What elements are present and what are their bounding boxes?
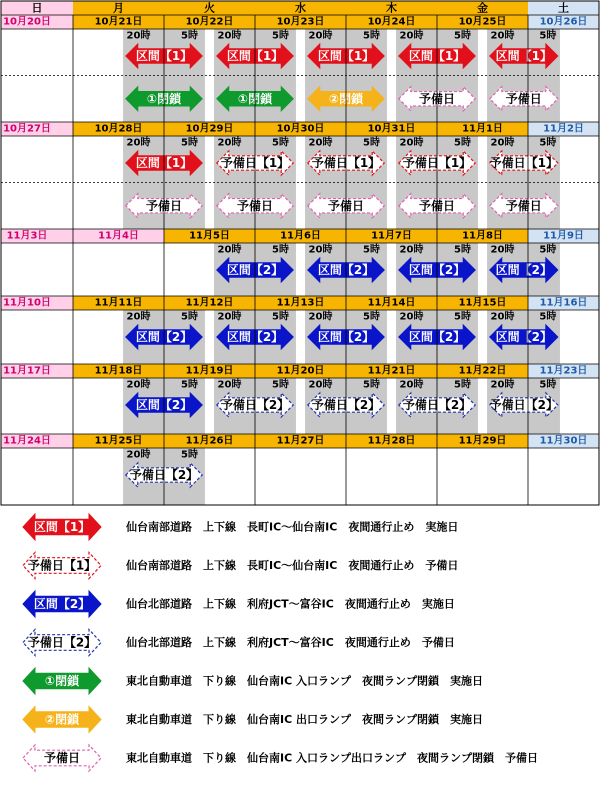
start-time-label: 20時 (399, 137, 424, 149)
weekday-label: 日 (31, 1, 43, 15)
marker-label: ①閉鎖 (237, 91, 273, 106)
start-time-label: 20時 (399, 30, 424, 42)
date-label: 11月23日 (539, 365, 588, 377)
start-time-label: 20時 (490, 30, 515, 42)
legend-description: 東北自動車道 下り線 仙台南IC 入口ランプ出口ランプ 夜間ランプ閉鎖 予備日 (126, 751, 538, 765)
legend-row (23, 630, 455, 656)
legend (23, 514, 538, 771)
marker-label: 区間【2】 (495, 330, 552, 344)
date-label: 11月16日 (539, 297, 588, 309)
date-label: 10月22日 (185, 16, 234, 28)
end-time-label: 5時 (271, 311, 289, 323)
start-time-label: 20時 (399, 244, 424, 256)
end-time-label: 5時 (362, 244, 380, 256)
marker-label: 予備日【2】 (129, 468, 199, 482)
legend-row (23, 668, 483, 694)
start-time-label: 20時 (308, 379, 333, 391)
start-time-label: 20時 (308, 244, 333, 256)
legend-row (23, 514, 458, 540)
end-time-label: 5時 (453, 379, 471, 391)
date-label: 11月11日 (94, 297, 143, 309)
legend-description: 仙台南部道路 上下線 長町IC～仙台南IC 夜間通行止め 実施日 (126, 520, 459, 534)
week-block (1, 296, 599, 365)
date-label: 10月28日 (94, 123, 143, 135)
week-block (1, 15, 599, 123)
legend-row (23, 745, 538, 771)
date-label: 11月22日 (458, 365, 507, 377)
start-time-label: 20時 (126, 449, 151, 461)
marker-label: 予備日【1】 (489, 156, 558, 170)
marker-label: 区間【2】 (317, 330, 375, 344)
end-time-label: 5時 (362, 137, 380, 149)
marker-label: ①閉鎖 (44, 674, 80, 688)
date-label: 11月18日 (94, 365, 143, 377)
date-label: 11月13日 (276, 297, 325, 309)
end-time-label: 5時 (271, 30, 289, 42)
marker-label: 予備日【2】 (489, 398, 558, 412)
start-time-label: 20時 (217, 244, 242, 256)
date-label: 11月29日 (458, 435, 507, 447)
end-time-label: 5時 (180, 449, 198, 461)
start-time-label: 20時 (490, 244, 515, 256)
week-block (1, 434, 599, 506)
start-time-label: 20時 (217, 30, 242, 42)
legend-row (23, 591, 455, 617)
start-time-label: 20時 (490, 379, 515, 391)
weekday-label: 金 (477, 1, 488, 15)
date-label: 11月5日 (189, 230, 230, 242)
date-label: 11月24日 (3, 435, 51, 447)
end-time-label: 5時 (180, 379, 198, 391)
legend-description: 仙台南部道路 上下線 長町IC～仙台南IC 夜間通行止め 予備日 (126, 559, 459, 572)
date-label: 11月6日 (280, 230, 321, 242)
weekday-label: 水 (295, 1, 306, 15)
marker-closure2 (23, 707, 101, 733)
end-time-label: 5時 (362, 30, 380, 42)
end-time-label: 5時 (271, 137, 289, 149)
date-label: 10月21日 (94, 16, 143, 28)
date-label: 11月25日 (94, 435, 143, 447)
end-time-label: 5時 (539, 244, 557, 256)
end-time-label: 5時 (180, 30, 198, 42)
start-time-label: 20時 (308, 137, 333, 149)
date-label: 10月25日 (458, 16, 507, 28)
legend-description: 東北自動車道 下り線 仙台南IC 入口ランプ 夜間ランプ閉鎖 実施日 (126, 674, 483, 688)
marker-label: 予備日 (236, 198, 274, 213)
date-label: 11月3日 (6, 230, 48, 242)
marker-label: ②閉鎖 (44, 712, 80, 727)
end-time-label: 5時 (180, 311, 198, 323)
marker-label: 区間【2】 (226, 330, 284, 344)
weekday-label: 土 (558, 1, 569, 15)
date-label: 11月21日 (367, 365, 416, 377)
legend-row (23, 707, 483, 733)
date-label: 10月23日 (276, 16, 325, 28)
marker-kukan2 (23, 591, 101, 617)
weekday-label: 木 (386, 1, 397, 15)
marker-label: 区間【1】 (495, 49, 552, 63)
start-time-label: 20時 (126, 137, 151, 149)
marker-label: 予備日【1】 (402, 156, 472, 170)
date-label: 10月20日 (3, 16, 51, 28)
start-time-label: 20時 (217, 137, 242, 149)
end-time-label: 5時 (453, 244, 471, 256)
end-time-label: 5時 (453, 311, 471, 323)
marker-label: 区間【2】 (33, 597, 91, 611)
marker-label: 予備日 (145, 198, 183, 213)
marker-label: 予備日 (418, 91, 456, 106)
date-label: 11月15日 (458, 297, 507, 309)
start-time-label: 20時 (126, 30, 151, 42)
marker-label: 予備日【2】 (220, 398, 290, 412)
weekday-header (1, 1, 599, 16)
start-time-label: 20時 (399, 379, 424, 391)
date-label: 11月7日 (371, 230, 412, 242)
date-label: 11月28日 (367, 435, 416, 447)
date-label: 10月26日 (539, 16, 588, 28)
marker-label: 区間【2】 (135, 330, 193, 344)
marker-label: 予備日【1】 (27, 558, 97, 573)
marker-label: 区間【2】 (317, 263, 375, 277)
date-label: 10月31日 (367, 123, 416, 135)
marker-label: 区間【2】 (226, 263, 284, 277)
marker-label: 予備日 (418, 198, 456, 213)
end-time-label: 5時 (271, 379, 289, 391)
date-label: 10月30日 (276, 123, 325, 135)
legend-description: 東北自動車道 下り線 仙台南IC 出口ランプ 夜間ランプ閉鎖 実施日 (126, 713, 483, 726)
end-time-label: 5時 (453, 30, 471, 42)
marker-label: 予備日 (505, 91, 542, 106)
start-time-label: 20時 (126, 379, 151, 391)
marker-label: ①閉鎖 (146, 91, 182, 106)
start-time-label: 20時 (308, 30, 333, 42)
marker-label: ②閉鎖 (328, 91, 364, 106)
marker-label: 予備日【2】 (27, 635, 97, 650)
legend-description: 仙台北部道路 上下線 利府JCT～富谷IC 夜間通行止め 実施日 (126, 597, 455, 611)
date-label: 11月14日 (367, 297, 416, 309)
marker-yobi (23, 745, 101, 771)
date-label: 10月24日 (367, 16, 416, 28)
weekday-label: 月 (113, 1, 124, 15)
legend-row (23, 553, 458, 579)
end-time-label: 5時 (539, 311, 557, 323)
date-label: 11月26日 (185, 435, 234, 447)
week-block (1, 364, 599, 435)
date-label: 10月27日 (3, 123, 51, 135)
marker-kukan1 (23, 514, 101, 540)
weekday-label: 火 (204, 1, 215, 15)
start-time-label: 20時 (126, 311, 151, 323)
marker-label: 区間【1】 (33, 520, 91, 534)
week-block (1, 122, 599, 230)
end-time-label: 5時 (362, 311, 380, 323)
date-label: 11月20日 (276, 365, 325, 377)
end-time-label: 5時 (539, 137, 557, 149)
date-label: 11月9日 (543, 230, 584, 242)
marker-label: 区間【1】 (135, 156, 193, 170)
date-label: 11月10日 (3, 297, 51, 309)
start-time-label: 20時 (217, 379, 242, 391)
date-label: 10月29日 (185, 123, 234, 135)
marker-label: 予備日【1】 (311, 156, 381, 170)
date-label: 11月12日 (185, 297, 234, 309)
date-label: 11月8日 (462, 230, 503, 242)
marker-yobi1 (23, 553, 101, 579)
date-label: 11月1日 (462, 123, 503, 135)
marker-label: 区間【2】 (135, 398, 193, 412)
start-time-label: 20時 (490, 137, 515, 149)
date-label: 11月4日 (98, 230, 139, 242)
start-time-label: 20時 (308, 311, 333, 323)
end-time-label: 5時 (539, 379, 557, 391)
marker-label: 予備日【1】 (220, 156, 290, 170)
marker-label: 区間【1】 (408, 49, 466, 63)
end-time-label: 5時 (453, 137, 471, 149)
start-time-label: 20時 (217, 311, 242, 323)
marker-label: 区間【2】 (408, 330, 466, 344)
date-label: 11月27日 (276, 435, 325, 447)
start-time-label: 20時 (399, 311, 424, 323)
marker-yobi2 (23, 630, 101, 656)
marker-label: 区間【1】 (135, 49, 193, 63)
date-label: 11月17日 (3, 365, 51, 377)
marker-label: 予備日 (505, 198, 542, 213)
marker-closure1 (23, 668, 101, 694)
end-time-label: 5時 (180, 137, 198, 149)
marker-label: 区間【2】 (408, 263, 466, 277)
marker-label: 区間【2】 (495, 263, 552, 277)
marker-label: 予備日 (43, 751, 81, 765)
marker-label: 区間【1】 (317, 49, 375, 63)
date-label: 11月30日 (539, 435, 588, 447)
marker-label: 区間【1】 (226, 49, 284, 63)
end-time-label: 5時 (539, 30, 557, 42)
legend-description: 仙台北部道路 上下線 利府JCT～富谷IC 夜間通行止め 予備日 (126, 636, 455, 649)
end-time-label: 5時 (362, 379, 380, 391)
week-block (1, 229, 599, 297)
end-time-label: 5時 (271, 244, 289, 256)
date-label: 11月2日 (543, 123, 584, 135)
marker-label: 予備日【2】 (311, 398, 381, 412)
marker-label: 予備日 (327, 198, 365, 213)
calendar-grid (1, 1, 599, 506)
start-time-label: 20時 (490, 311, 515, 323)
date-label: 11月19日 (185, 365, 234, 377)
marker-label: 予備日【2】 (402, 398, 472, 412)
